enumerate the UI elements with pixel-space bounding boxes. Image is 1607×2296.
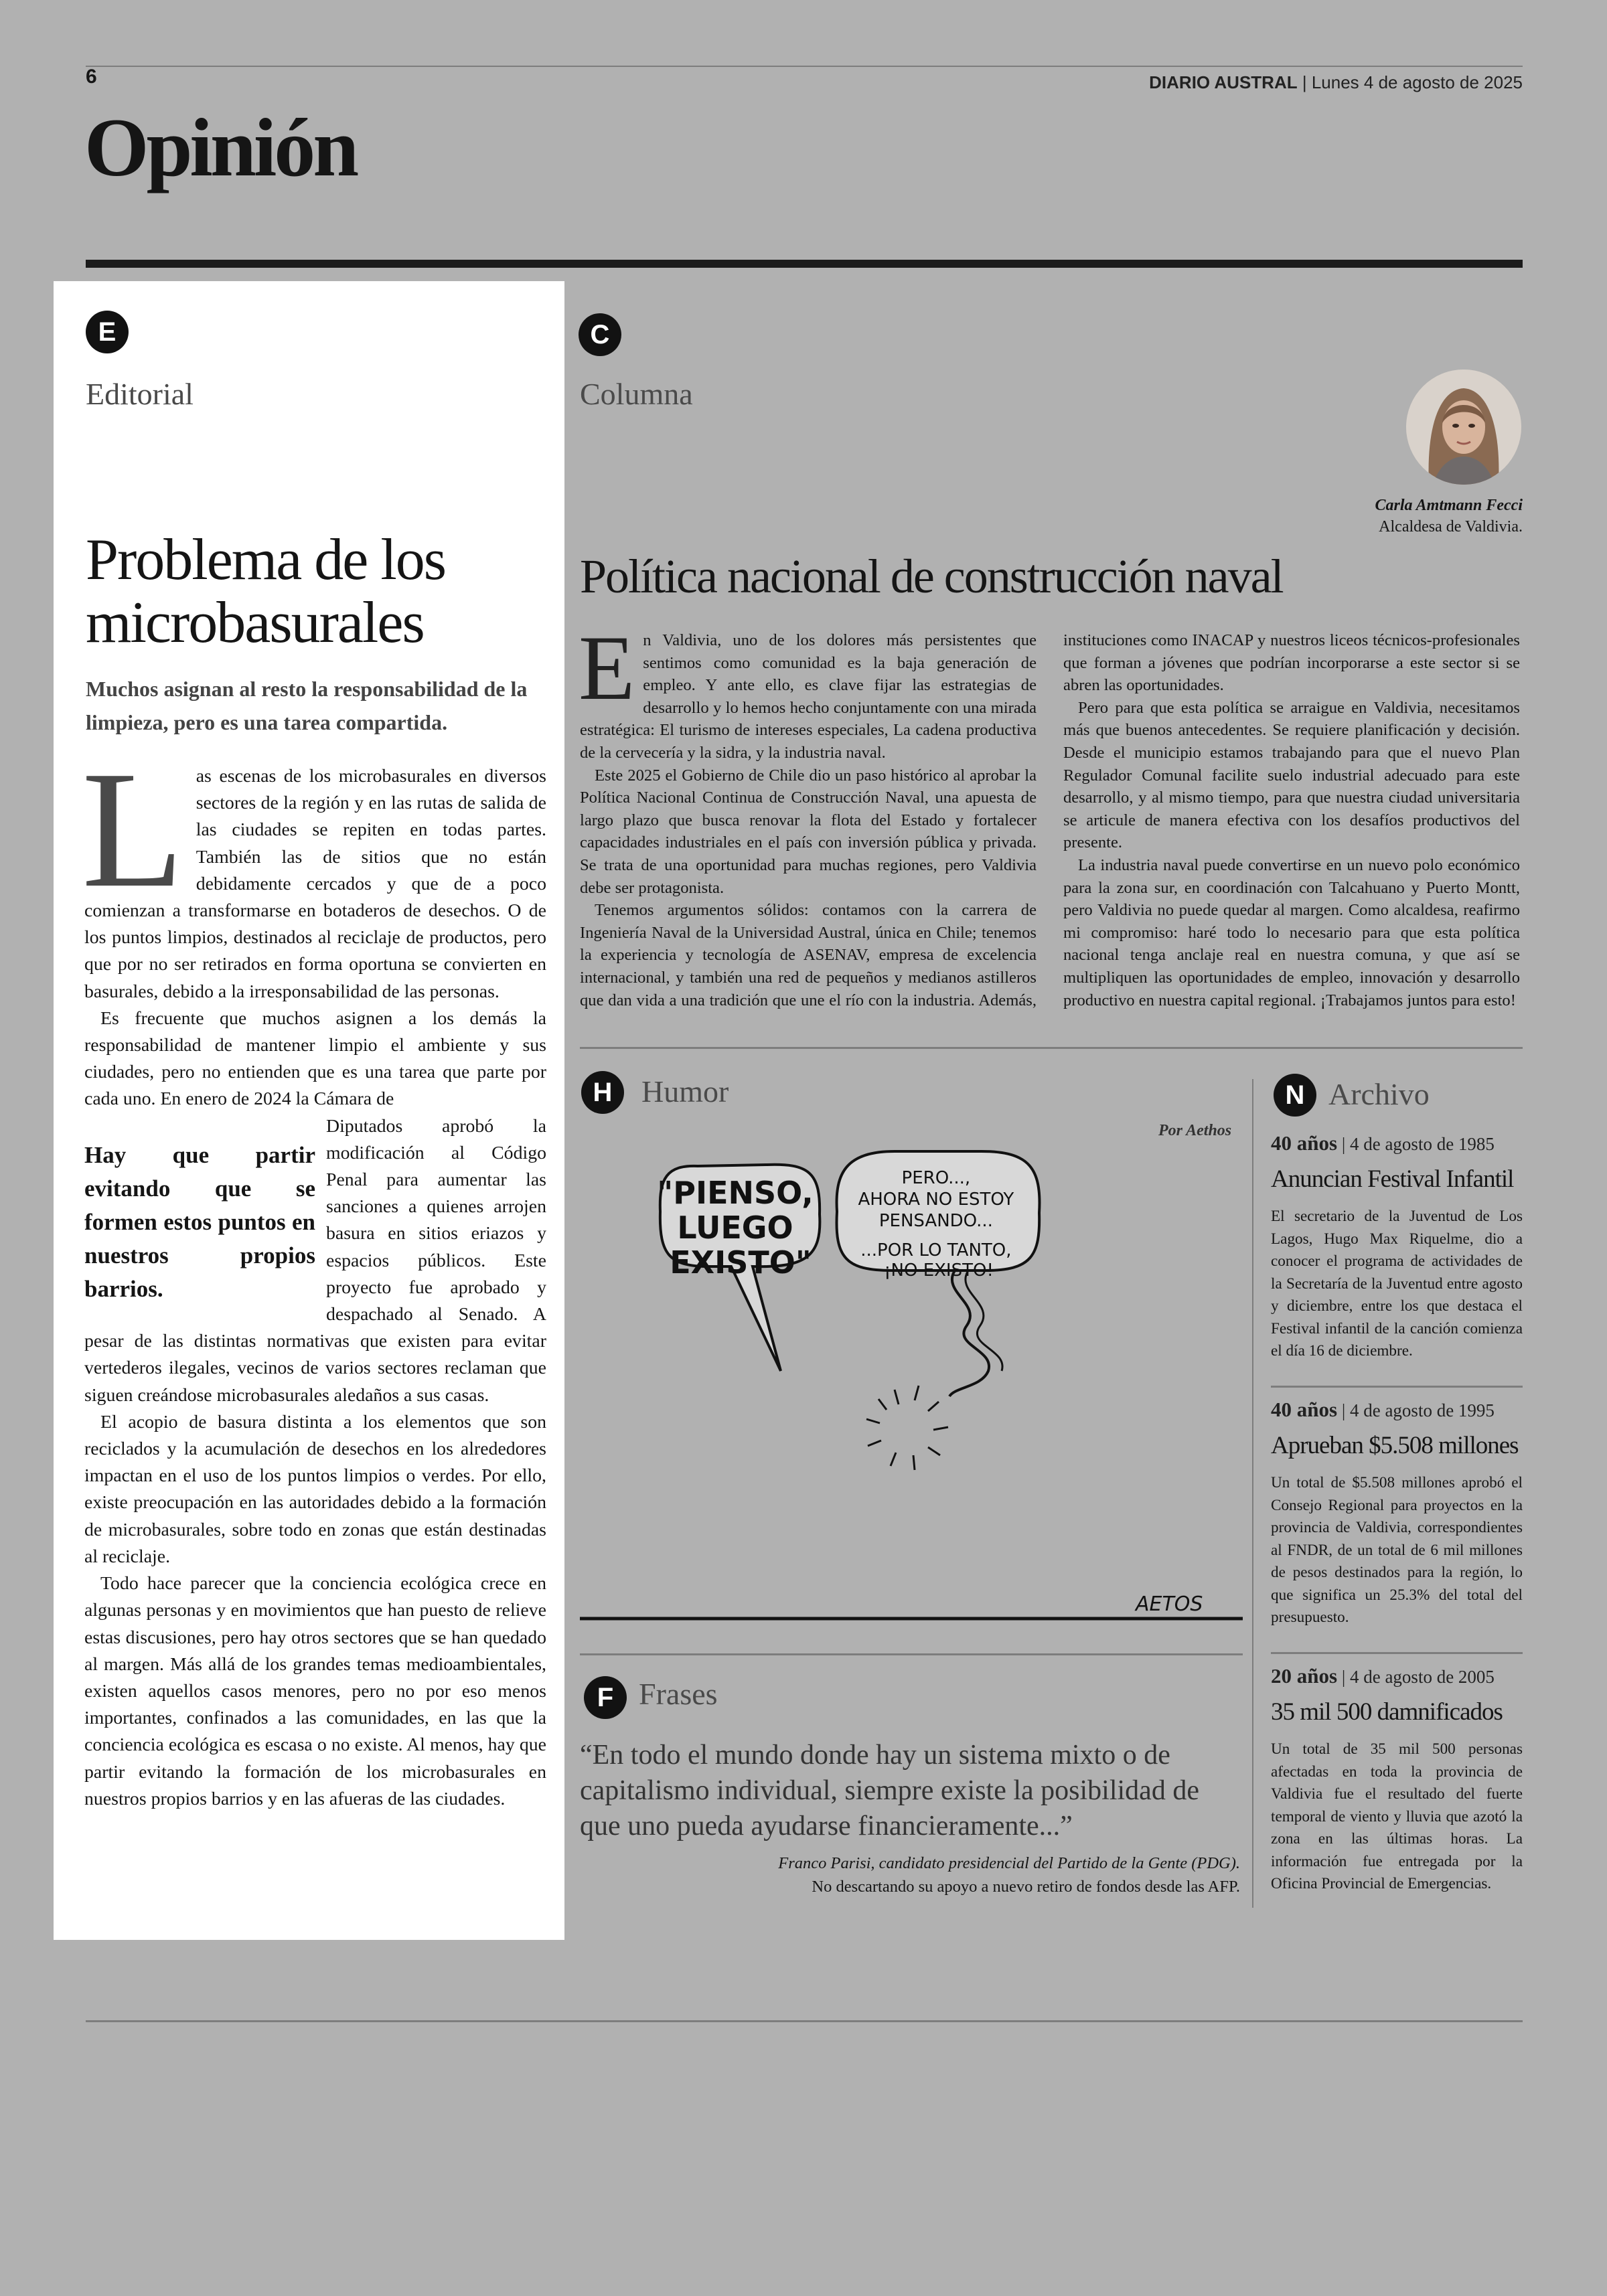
editorial-paragraph: Es frecuente que muchos asignen a los demás la responsabilidad de mantener limpio el ambiente y sus ciudades, pero no entienden que es una tarea que parte por cada uno. En enero de 2024 la Cámara de	[84, 1007, 546, 1110]
archivo-entry-head: 20 años | 4 de agosto de 2005	[1271, 1664, 1495, 1688]
column-paragraph: Tenemos argumentos sólidos: contamos con la carrera de Ingeniería Naval de la Universidad Austral, única en Chile; tenemos la experiencia y tecnología de ASENAV, empresa de excelencia internacional, y también una red de pequeños y medianos astilleros que dan vida a una tradición que une el río con la industria. Además, instituciones como INACAP y nuestros liceos técnicos-profesionales que forman a jóvenes que podrían incorporarse a este sector si se abren las oportunidades.	[580, 631, 1520, 1009]
top-rule	[86, 66, 1523, 67]
column-bottom-rule	[580, 1047, 1523, 1049]
column-badge: C	[579, 313, 621, 356]
frases-label: Frases	[639, 1677, 718, 1711]
editorial-paragraph: Todo hace parecer que la conciencia ecológica crece en algunas personas y en movimientos que han puesto de relieve estas discusiones, pero hay otros sectores que se han quedado al margen. Más allá de los grandes temas medioambientales, existen aquellos casos menores, pero no por eso menos importantes, confinados a las comunidades, en las que la conciencia ecológica es escasa o no existe. Al menos, hay que partir evitando la formación de los microbasurales en nuestros propios barrios y en las afueras de las ciudades.	[84, 1573, 546, 1809]
archivo-entry	[1271, 1131, 1523, 1363]
editorial-subtitle: Muchos asignan al resto la responsabilidad de la limpieza, pero es una tarea compartida.	[86, 677, 528, 734]
archivo-entry-title: 35 mil 500 damnificados	[1271, 1698, 1503, 1726]
archivo-entry-title: Anuncian Festival Infantil	[1271, 1165, 1514, 1193]
column-drop-cap: E	[579, 617, 635, 719]
frases-badge: F	[584, 1676, 627, 1719]
section-title: Opinión	[84, 102, 357, 193]
archivo-label: Archivo	[1328, 1077, 1430, 1111]
issue-date: Lunes 4 de agosto de 2025	[1311, 72, 1523, 92]
section-rule	[86, 260, 1523, 268]
column-paragraph: Este 2025 el Gobierno de Chile dio un paso histórico al aprobar la Política Nacional Continua de Construcción Naval, una apuesta de largo plazo que busca renovar la flota del Estado y fortalecer capacidades industriales en el país con inversión pública y privada. Se trata de una oportunidad para muchas regiones, pero Valdivia debe ser protagonista.	[580, 766, 1037, 897]
cartoon-signature: AETOS	[1136, 1592, 1203, 1616]
quote-text: “En todo el mundo donde hay un sistema mixto o de capitalismo individual, siempre existe la posibilidad de que uno pueda ayudarse financieramente...”	[580, 1740, 1199, 1841]
archivo-entry	[1271, 1398, 1523, 1629]
footer-rule	[86, 2020, 1523, 2022]
editorial-paragraph: El acopio de basura distinta a los elementos que son reciclados y la acumulación de desechos en los alrededores impactan en el uso de los puntos limpios o verdes. Por ello, existe preocupación en las autoridades debido a la formación de microbasurales, sobre todo en zonas que están destinadas al reciclaje.	[84, 1411, 546, 1567]
quote-author: Franco Parisi, candidato presidencial del Partido de la Gente (PDG).	[778, 1854, 1240, 1872]
column-title: Política nacional de construcción naval	[580, 550, 1283, 603]
editorial-body	[82, 737, 546, 1813]
archivo-entry-head: 40 años | 4 de agosto de 1995	[1271, 1398, 1495, 1421]
editorial-drop-cap: L	[82, 737, 184, 922]
archivo-entry-title: Aprueban $5.508 millones	[1271, 1432, 1519, 1459]
column-author-name: Carla Amtmann Fecci	[1375, 497, 1523, 514]
humor-label: Humor	[641, 1074, 729, 1109]
humor-badge: H	[581, 1071, 624, 1114]
dateline: DIARIO AUSTRAL | Lunes 4 de agosto de 2025	[1149, 72, 1523, 92]
archivo-entry-text: Un total de $5.508 millones aprobó el Consejo Regional para proyectos en la provincia de Valdivia, correspondientes al FNDR, de un total de 6 mil millones de pesos destinados para la región, lo que significa un 25.3% del total del presupuesto.	[1271, 1474, 1523, 1626]
humor-cartoon	[580, 1125, 1243, 1633]
editorial-title: Problema de los microbasurales	[86, 527, 446, 655]
archivo-entry-text: Un total de 35 mil 500 personas afectadas en toda la provincia de Valdivia fue el resultado del fuerte temporal de viento y lluvia que azotó la zona en las últimas horas. La información fue entregada por la Oficina Provincial de Emergencias.	[1271, 1740, 1523, 1892]
archivo-rule	[1271, 1386, 1523, 1388]
editorial-paragraph: Las escenas de los microbasurales en diversos sectores de la región y en las rutas de salida de las ciudades se repiten en todas partes. También las de sitios que no están debidamente cercados y que de a poco comienzan a transformarse en botaderos de desechos. O de los puntos limpios, destinados al reciclaje de productos, pero que por no ser retirados en forma oportuna se convierten en basurales, debido a la irresponsabilidad de las personas.	[82, 737, 546, 1002]
editorial-label: Editorial	[86, 377, 194, 411]
humor-credit: Por Aethos	[1158, 1122, 1232, 1139]
archivo-entry	[1271, 1664, 1523, 1896]
quote-note: No descartando su apoyo a nuevo retiro de fondos desde las AFP.	[812, 1878, 1240, 1896]
column-paragraph: Pero para que esta política se arraigue en Valdivia, necesitamos más que buenos antecedentes. Se requiere planificación y decisión. Desde el municipio estamos trabajando para que el nuevo Plan Regulador Comunal facilite suelo industrial adecuado para este desarrollo, y al mismo tiempo, para que nuestra ciudad universitaria se articule de manera efectiva con los desafíos productivos del presente.	[1063, 698, 1520, 852]
editorial-pull-quote: Hay que partir evitando que se formen estos puntos en nuestros propios barrios.	[84, 1141, 315, 1302]
editorial-paragraph: Diputados aprobó la modificación al Código Penal para aumentar las sanciones a quienes arrojen basura en sitios eriazos y espacios públicos. Este proyecto fue aprobado y despachado al Senado. A pesar de las distintas normativas que existen para evitar vertederos ilegales, vecinos de varios sectores reclaman que siguen creándose microbasurales aledaños a sus casas.	[84, 1115, 546, 1406]
column-paragraph: La industria naval puede convertirse en un nuevo polo económico para la zona sur, en coordinación con Talcahuano y Puerto Montt, pero Valdivia no puede quedar al margen. Como alcaldesa, reafirmo mi compromiso: haré todo lo necesario para que esta política nacional tenga anclaje real en nuestra comuna, y que así se multipliquen las oportunidades de empleo, innovación y desarrollo productivo en nuestra capital regional. ¡Trabajamos juntos para esto!	[1063, 855, 1520, 1009]
archivo-entry-text: El secretario de la Juventud de Los Lagos, Hugo Max Riquelme, dio a conocer el programa de actividades de la Secretaría de la Juventud entre agosto y diciembre, entre los que destaca el Festival infantil de la canción comienza el día 16 de diciembre.	[1271, 1208, 1523, 1360]
column-author-role: Alcaldesa de Valdivia.	[1379, 518, 1523, 536]
column-body	[579, 617, 1520, 1011]
author-photo	[1406, 370, 1521, 485]
column-label: Columna	[580, 377, 693, 411]
archivo-rule	[1271, 1652, 1523, 1654]
archivo-divider	[1252, 1079, 1253, 1908]
bubble1-text: "PIENSO, LUEGO EXISTO"	[657, 1175, 814, 1281]
page-number: 6	[86, 66, 97, 88]
archivo-badge: N	[1274, 1074, 1316, 1117]
paper-name: DIARIO AUSTRAL	[1149, 72, 1298, 92]
humor-bottom-rule	[580, 1653, 1243, 1655]
editorial-badge: E	[86, 311, 129, 353]
author-portrait-icon	[1406, 370, 1521, 485]
vanishing-burst-icon	[866, 1386, 948, 1470]
bubble2-text: PERO..., AHORA NO ESTOY PENSANDO... ...POR LO TANTO, ¡NO EXISTO!	[858, 1168, 1014, 1281]
column-paragraph: En Valdivia, uno de los dolores más persistentes que sentimos como comunidad es la baja generación de empleo. Y ante ello, es clave fijar las estrategias de desarrollo y lo hemos hecho conjuntamente con una mirada estratégica: El turismo de intereses especiales, La cadena productiva de la cervecería y la sidra, y la industria naval.	[579, 617, 1037, 762]
archivo-entry-head: 40 años | 4 de agosto de 1985	[1271, 1131, 1495, 1155]
